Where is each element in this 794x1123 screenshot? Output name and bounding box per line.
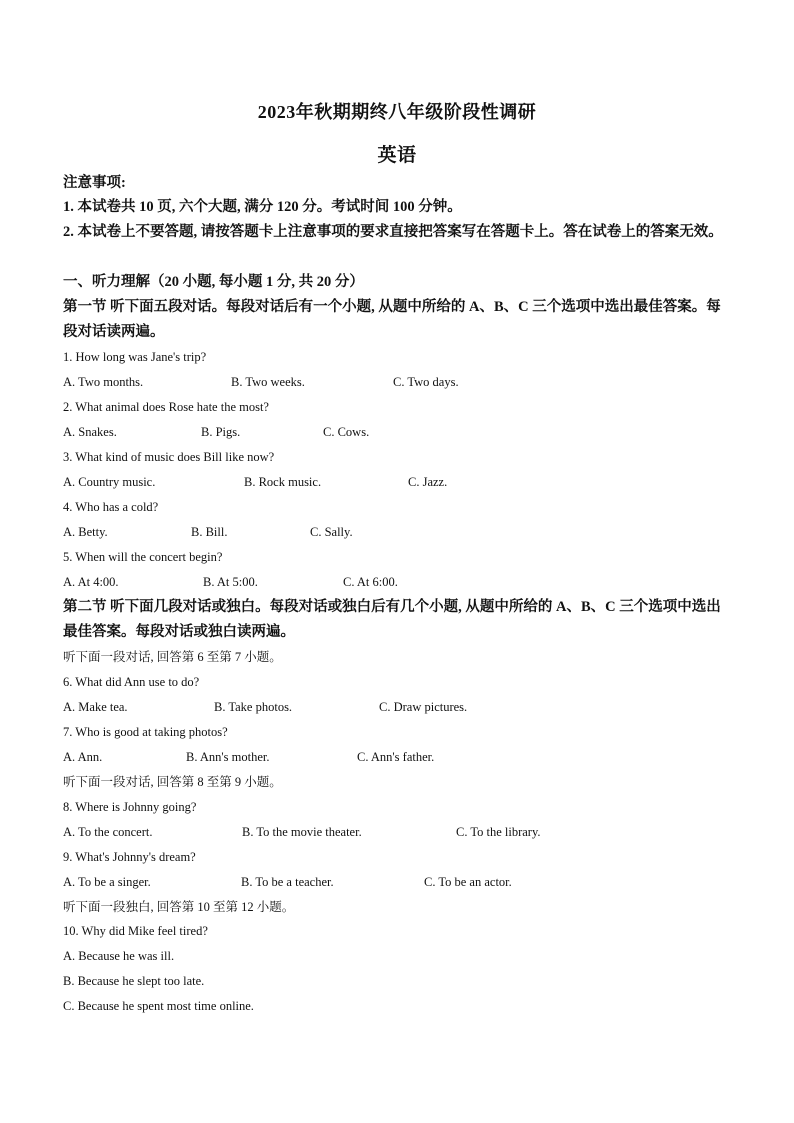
option-5c: C. At 6:00. [343, 575, 398, 589]
option-10b: B. Because he slept too late. [63, 974, 205, 988]
option-5a: A. At 4:00. [63, 575, 119, 589]
option-1a: A. Two months. [63, 375, 144, 389]
part-2-instructions: 第二节 听下面几段对话或独白。每段对话或独白后有几个小题, 从题中所给的 A、B、C 三个选项中选出最佳答案。每段对话或独白读两遍。 [63, 599, 721, 640]
option-7c: C. Ann's father. [357, 750, 435, 764]
lead-6-7: 听下面一段对话, 回答第 6 至第 7 小题。 [63, 650, 282, 664]
option-4c: C. Sally. [310, 525, 353, 539]
option-3b: B. Rock music. [244, 475, 322, 489]
option-7b: B. Ann's mother. [186, 750, 270, 764]
question-1: 1. How long was Jane's trip? [63, 350, 207, 364]
option-6c: C. Draw pictures. [379, 700, 468, 714]
option-6b: B. Take photos. [214, 700, 293, 714]
option-10c: C. Because he spent most time online. [63, 999, 254, 1013]
option-3a: A. Country music. [63, 475, 156, 489]
option-1b: B. Two weeks. [231, 375, 305, 389]
option-7a: A. Ann. [63, 750, 103, 764]
subject-title: 英语 [377, 145, 417, 166]
option-1c: C. Two days. [393, 375, 459, 389]
option-10a: A. Because he was ill. [63, 949, 175, 963]
notes-item-2: 2. 本试卷上不要答题, 请按答题卡上注意事项的要求直接把答案写在答题卡上。答在试卷上的答案无效。 [63, 224, 723, 240]
option-8c: C. To the library. [456, 825, 541, 839]
question-6: 6. What did Ann use to do? [63, 675, 200, 689]
option-9a: A. To be a singer. [63, 875, 151, 889]
section-1-heading: 一、听力理解（20 小题, 每小题 1 分, 共 20 分） [63, 274, 364, 290]
question-8: 8. Where is Johnny going? [63, 800, 197, 814]
option-3c: C. Jazz. [408, 475, 448, 489]
question-9: 9. What's Johnny's dream? [63, 850, 196, 864]
option-8a: A. To the concert. [63, 825, 153, 839]
exam-title: 2023年秋期期终八年级阶段性调研 [257, 102, 537, 122]
option-4a: A. Betty. [63, 525, 108, 539]
lead-10-12: 听下面一段独白, 回答第 10 至第 12 小题。 [63, 900, 295, 914]
option-2a: A. Snakes. [63, 425, 117, 439]
question-5: 5. When will the concert begin? [63, 550, 223, 564]
part-1-instructions: 第一节 听下面五段对话。每段对话后有一个小题, 从题中所给的 A、B、C 三个选项中选出最佳答案。每段对话读两遍。 [63, 299, 721, 340]
option-9b: B. To be a teacher. [241, 875, 334, 889]
question-4: 4. Who has a cold? [63, 500, 159, 514]
option-4b: B. Bill. [191, 525, 228, 539]
question-7: 7. Who is good at taking photos? [63, 725, 228, 739]
notes-heading: 注意事项: [63, 175, 126, 191]
option-2b: B. Pigs. [201, 425, 241, 439]
option-8b: B. To the movie theater. [242, 825, 362, 839]
question-2: 2. What animal does Rose hate the most? [63, 400, 269, 414]
option-2c: C. Cows. [323, 425, 370, 439]
notes-item-1: 1. 本试卷共 10 页, 六个大题, 满分 120 分。考试时间 100 分钟。 [63, 199, 462, 215]
option-5b: B. At 5:00. [203, 575, 258, 589]
question-3: 3. What kind of music does Bill like now? [63, 450, 275, 464]
lead-8-9: 听下面一段对话, 回答第 8 至第 9 小题。 [63, 775, 282, 789]
option-6a: A. Make tea. [63, 700, 128, 714]
option-9c: C. To be an actor. [424, 875, 512, 889]
question-10: 10. Why did Mike feel tired? [63, 924, 208, 938]
